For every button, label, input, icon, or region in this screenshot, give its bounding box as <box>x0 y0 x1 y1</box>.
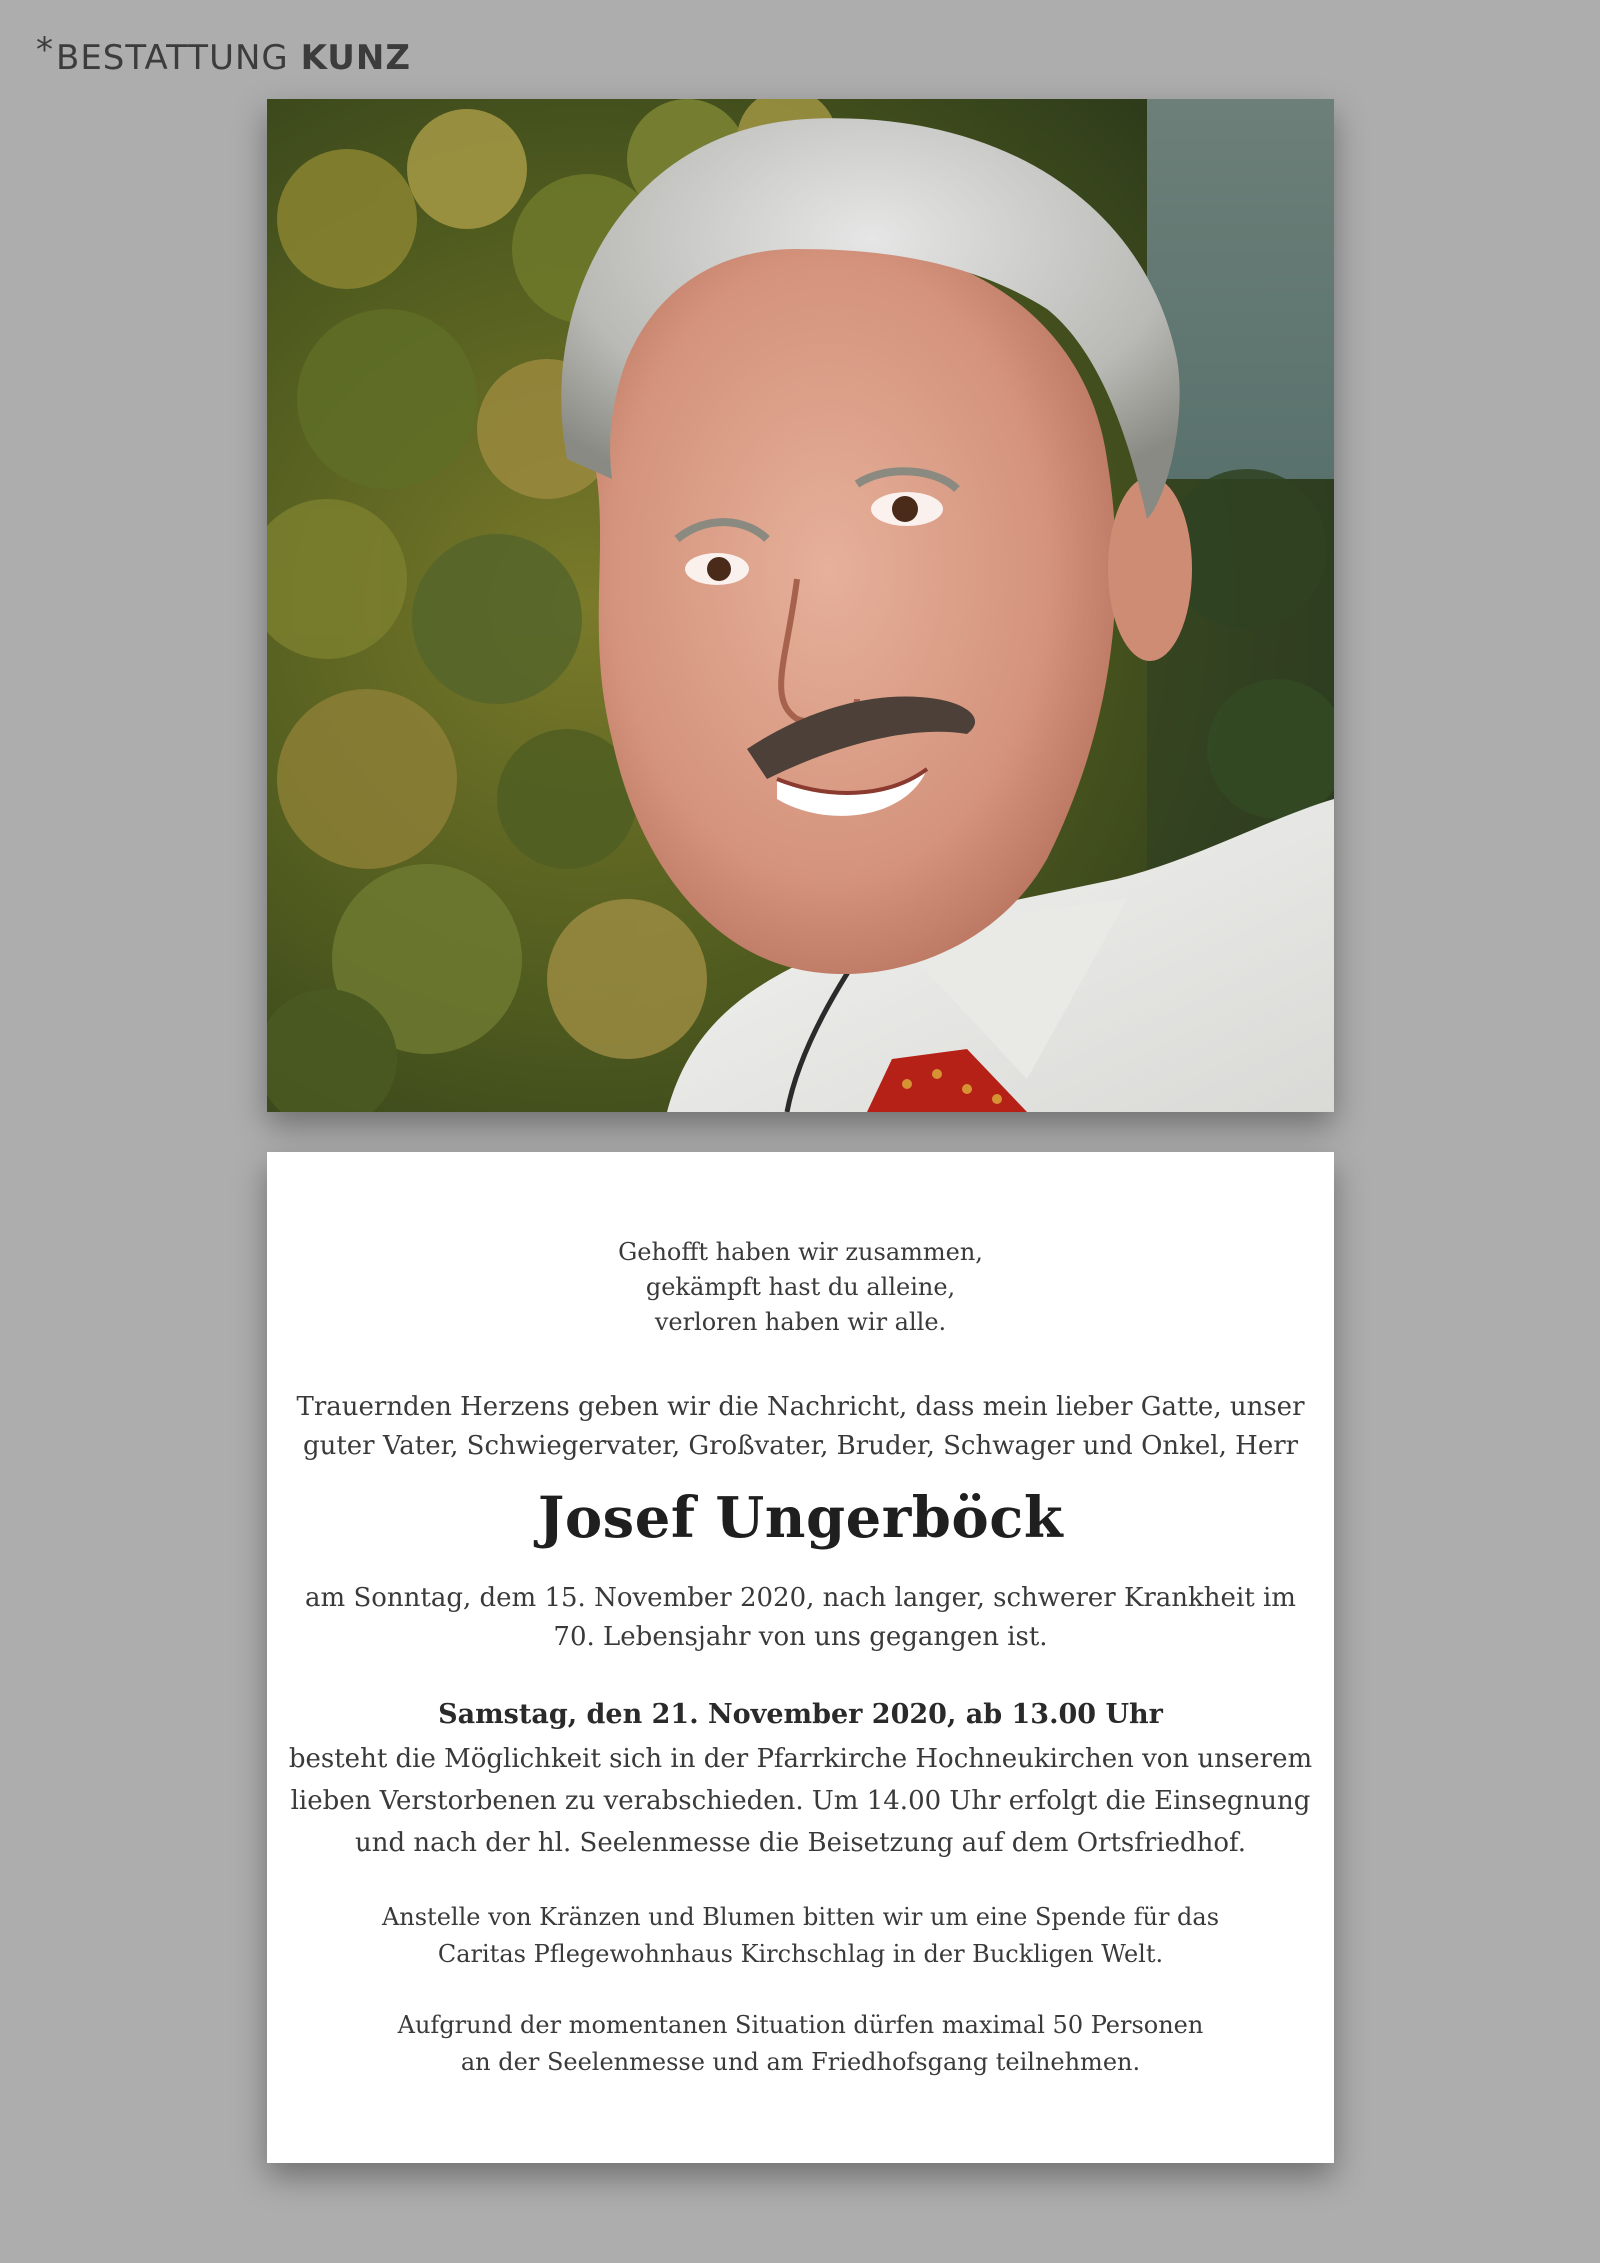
ceremony-line: und nach der hl. Seelenmesse die Beisetzung auf dem Ortsfriedhof. <box>354 1828 1246 1858</box>
deceased-name: Josef Ungerböck <box>537 1485 1064 1551</box>
portrait-photo <box>267 99 1334 1112</box>
attendance-notice <box>267 2007 1334 2081</box>
intro-line: guter Vater, Schwiegervater, Großvater, Bruder, Schwager und Onkel, Herr <box>302 1431 1299 1461</box>
death-line: 70. Lebensjahr von uns gegangen ist. <box>553 1622 1048 1652</box>
intro-line: Trauernden Herzens geben wir die Nachricht, dass mein lieber Gatte, unser <box>296 1392 1305 1422</box>
announcement-intro <box>267 1388 1334 1466</box>
ceremony-line: lieben Verstorbenen zu verabschieden. Um 14.00 Uhr erfolgt die Einsegnung <box>290 1786 1311 1816</box>
brand-logo <box>36 30 412 78</box>
death-details <box>267 1579 1334 1657</box>
attendance-line: Aufgrund der momentanen Situation dürfen maximal 50 Personen <box>397 2011 1204 2039</box>
poem-line: gekämpft hast du alleine, <box>645 1273 956 1301</box>
obituary-card <box>267 1152 1334 2163</box>
ceremony-date: Samstag, den 21. November 2020, ab 13.00 Uhr <box>438 1699 1163 1730</box>
poem-line: verloren haben wir alle. <box>654 1308 947 1336</box>
ceremony-line: besteht die Möglichkeit sich in der Pfarrkirche Hochneukirchen von unserem <box>288 1744 1313 1774</box>
poem <box>267 1235 1334 1340</box>
brand-name-bold: KUNZ <box>300 38 412 78</box>
attendance-line: an der Seelenmesse und am Friedhofsgang teilnehmen. <box>460 2048 1141 2076</box>
donation-request <box>267 1899 1334 1973</box>
brand-name-light: BESTATTUNG <box>56 38 289 78</box>
donation-line: Anstelle von Kränzen und Blumen bitten wir um eine Spende für das <box>381 1903 1220 1931</box>
ceremony-details <box>267 1738 1334 1864</box>
death-line: am Sonntag, dem 15. November 2020, nach langer, schwerer Krankheit im <box>305 1583 1296 1613</box>
poem-line: Gehofft haben wir zusammen, <box>618 1238 983 1266</box>
donation-line: Caritas Pflegewohnhaus Kirchschlag in der Buckligen Welt. <box>437 1940 1164 1968</box>
brand-star: * <box>36 30 54 70</box>
